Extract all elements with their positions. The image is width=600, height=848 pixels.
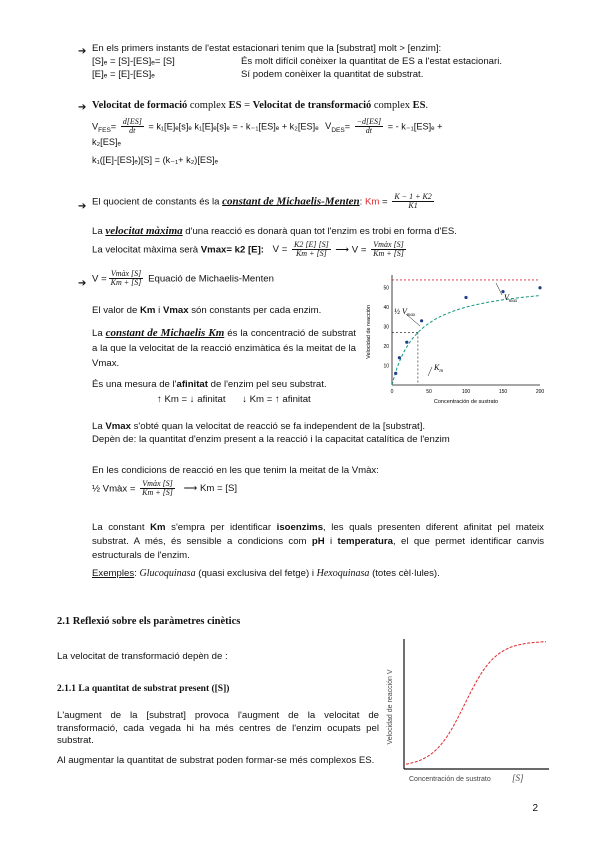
term-michaelis-menten: constant de Michaelis-Menten	[222, 195, 360, 208]
rate-expression: = - k₋₁[ES]ₑ +	[387, 121, 443, 132]
equals: =	[110, 121, 117, 132]
data-point	[405, 341, 408, 344]
isoenzymes-paragraph	[92, 521, 544, 563]
y-tick-label: 40	[383, 305, 389, 312]
vmax-conditions	[92, 421, 562, 446]
fraction-minus-dES-dt: $\frac{-d[ES]}{dt}$	[356, 117, 382, 136]
text-line: Sí podem conèixer la quantitat de substrat.	[241, 68, 424, 80]
fraction-k2: $\frac{K2 [E] [S]}{Km + [S]}$	[294, 239, 329, 259]
v-symbol: V	[92, 121, 99, 132]
text: , les quals presenten diferent afinitat pel mateix substrat. A més, és sensible a condicions com	[92, 522, 544, 547]
text: s'empra per identificar	[165, 522, 277, 533]
text: La	[92, 226, 106, 237]
text: El quocient de constants és la	[92, 196, 223, 208]
bold-term: afinitat	[176, 379, 208, 390]
fraction-dES-dt: $\frac{d[ES]}{dt}$	[122, 117, 142, 136]
data-point	[420, 319, 423, 322]
equals: =	[379, 196, 391, 208]
term-glucoquinasa: Glucoquinasa	[139, 568, 196, 579]
text: d'una reacció es donarà quan tot l'enzim es trobi en forma d'ES.	[182, 226, 457, 237]
equation-rates	[92, 118, 562, 166]
sigmoid-curve	[406, 642, 546, 765]
bold-term: ES	[412, 100, 426, 111]
half-vmax-condition	[92, 465, 562, 497]
text: i	[155, 305, 163, 316]
affinity-relations	[157, 393, 311, 408]
km-symbol: Km	[365, 196, 380, 208]
text: s'obté quan la velocitat de reacció se fa independent de la [substrat].	[130, 421, 426, 432]
saturation-curve	[392, 296, 540, 385]
term-velocitat-maxima: velocitat màxima	[105, 225, 183, 237]
text: =	[241, 100, 253, 111]
text-line: És molt difícil conèixer la quantitat de ES a l'estat estacionari.	[241, 55, 502, 67]
bold-term: Velocitat de formació	[92, 100, 188, 111]
substrate-paragraph: L'augment de la [substrat] provoca l'augment de la velocitat de transformació, cada vegada hi ha més centres de l'enzim ocupats pel substrat.	[57, 710, 379, 747]
bullet-arrow: ➔	[78, 46, 87, 57]
text: de l'enzim pel seu substrat.	[207, 379, 327, 390]
y-axis-label: Velocidad de reacción V	[387, 669, 394, 745]
text: (quasi exclusiva del fetge) i	[195, 568, 317, 579]
page-number: 2	[532, 803, 538, 814]
y-tick-label: 20	[383, 344, 389, 351]
text: és la concentració de substrat a la que la velocitat de la reacció enzimàtica és la meitat de la Vmax.	[92, 328, 356, 369]
km-vmax-constants	[92, 305, 356, 318]
half-vmax-label: ½ $V_{max}$	[394, 307, 416, 318]
subsection-heading: 2.1.1 La quantitat de substrat present ([S])	[57, 684, 230, 694]
relation-high-km: ↑ Km = ↓ afinitat	[157, 394, 226, 405]
text: (totes cèl·lules).	[369, 568, 440, 579]
text: i	[324, 535, 338, 547]
arrow-icon: ⟶	[335, 244, 350, 256]
y-axis-label: Velocidad de reacción	[366, 305, 372, 359]
text: És una mesura de l'	[92, 379, 177, 390]
vmax-definition	[92, 224, 562, 258]
text: La constant	[92, 522, 151, 533]
vmax-label: $V_{max}$	[504, 293, 518, 304]
steady-state-equation: k₁([E]-[ES]ₑ)[S] = (k₋₁+ k₂)[ES]ₑ	[92, 154, 219, 165]
michaelis-constant-definition	[92, 193, 436, 211]
fraction-mm: $\frac{\text{Vmàx [S]}}{Km + [S]}$	[142, 478, 173, 498]
x-tick-label: 50	[426, 389, 432, 395]
bold-term: temperatura	[337, 535, 393, 547]
bold-term: Km	[150, 522, 166, 533]
examples-label: Exemples	[92, 568, 135, 579]
paragraph-steady-state	[92, 43, 562, 82]
bullet-arrow: ➔	[78, 278, 87, 289]
michaelis-menten-plot	[362, 270, 552, 410]
subscript: FES	[98, 127, 111, 135]
text-line: En les condicions de reacció en les que tenim la meitat de la Vmàx:	[92, 465, 379, 476]
data-point	[398, 356, 401, 359]
x-variable-label: [S]	[512, 773, 524, 783]
equals: =	[344, 121, 351, 132]
x-axis-label: Concentración de sustrato	[433, 399, 499, 405]
michaelis-menten-equation	[92, 270, 274, 288]
bullet-arrow: ➔	[78, 201, 87, 212]
bold-term: ES	[228, 100, 242, 111]
term-km: constant de Michaelis Km	[105, 327, 225, 339]
text: complex	[371, 100, 413, 111]
fraction-vmax: $\frac{\text{Vmàx [S]}}{Km + [S]}$	[373, 239, 404, 259]
data-point	[538, 286, 541, 289]
v-symbol: V =	[272, 244, 288, 256]
text: , el que permet identificar canvis estructurals de l'enzim.	[92, 535, 545, 561]
text: Equació de Michaelis-Menten	[145, 273, 274, 285]
bold-term: Vmax	[162, 305, 189, 316]
text: són constants per cada enzim.	[188, 305, 322, 316]
text-line: En els primers instants de l'estat estacionari tenim que la [substrat] molt > [enzim]:	[92, 43, 442, 54]
formula-e: [E]ₑ = [E]-[ES]ₑ	[92, 68, 155, 80]
fraction-km: $\frac{K - 1 + K2}{K1}$	[394, 192, 432, 211]
data-point	[394, 372, 397, 375]
km-definition	[92, 325, 356, 372]
bold-term: Km	[140, 305, 156, 316]
v-symbol: V =	[92, 273, 107, 285]
x-tick-label: 100	[461, 389, 471, 395]
bullet-arrow: ➔	[78, 102, 87, 113]
v-symbol: V =	[351, 244, 367, 256]
x-axis-label: Concentración de sustrato	[409, 776, 491, 783]
v-symbol: V	[325, 121, 332, 132]
affinity-text	[92, 378, 356, 393]
relation-low-km: ↓ Km = ↑ afinitat	[242, 394, 311, 405]
y-tick-label: 50	[383, 285, 389, 292]
rate-expression: k₂[ES]ₑ	[92, 136, 121, 147]
sigmoidal-plot	[384, 635, 554, 785]
text: La	[92, 328, 106, 339]
rate-expression: = k₁[E]ₑ[s]ₑ k₁[E]ₑ[s]ₑ = - k₋₁[ES]ₑ + k₂[ES]ₑ	[148, 121, 319, 132]
km-equals-s: ⟶ Km = [S]	[183, 483, 238, 495]
y-tick-label: 30	[383, 324, 389, 331]
y-tick-label: 10	[383, 363, 389, 370]
text: :	[359, 196, 365, 208]
text-line: Depèn de: la quantitat d'enzim present a la reacció i la capacitat catalítica de l'enzim	[92, 433, 450, 445]
bold-term: Vmax	[105, 421, 131, 432]
text: .	[425, 100, 429, 111]
substrate-paragraph-2: Al augmentar la quantitat de substrat poden formar-se més complexos ES.	[57, 755, 375, 766]
examples-line	[92, 567, 440, 581]
vmax-formula: Vmax= k2 [E]:	[200, 244, 264, 256]
pointer-line	[496, 283, 502, 295]
x-tick-label: 200	[535, 389, 545, 395]
x-tick-label: 0	[390, 389, 394, 395]
heading-velocities	[92, 99, 428, 113]
text: La velocitat màxima serà	[92, 244, 201, 256]
bold-term: pH	[311, 535, 325, 547]
subscript: DES	[331, 127, 345, 135]
formula-s: [S]ₑ = [S]-[ES]ₑ= [S]	[92, 55, 175, 67]
x-tick-label: 150	[498, 389, 508, 395]
km-label: $K_m$	[434, 363, 443, 374]
data-point	[464, 296, 467, 299]
text: El valor de	[92, 305, 140, 316]
term-hexoquinasa: Hexoquinasa	[316, 568, 370, 579]
pointer-line	[428, 367, 432, 376]
text: complex	[187, 100, 229, 111]
text: La	[92, 421, 106, 432]
section-heading: 2.1 Reflexió sobre els paràmetres cinètics	[57, 616, 241, 627]
bold-term: Velocitat de transformació	[252, 100, 372, 111]
half-vmax-symbol: ½ Vmàx =	[92, 483, 136, 495]
text-line: La velocitat de transformació depèn de :	[57, 651, 228, 662]
text: :	[134, 568, 140, 579]
bold-term: isoenzims	[276, 522, 324, 533]
fraction-mm: $\frac{\text{Vmàx [S]}}{Km + [S]}$	[110, 269, 142, 288]
